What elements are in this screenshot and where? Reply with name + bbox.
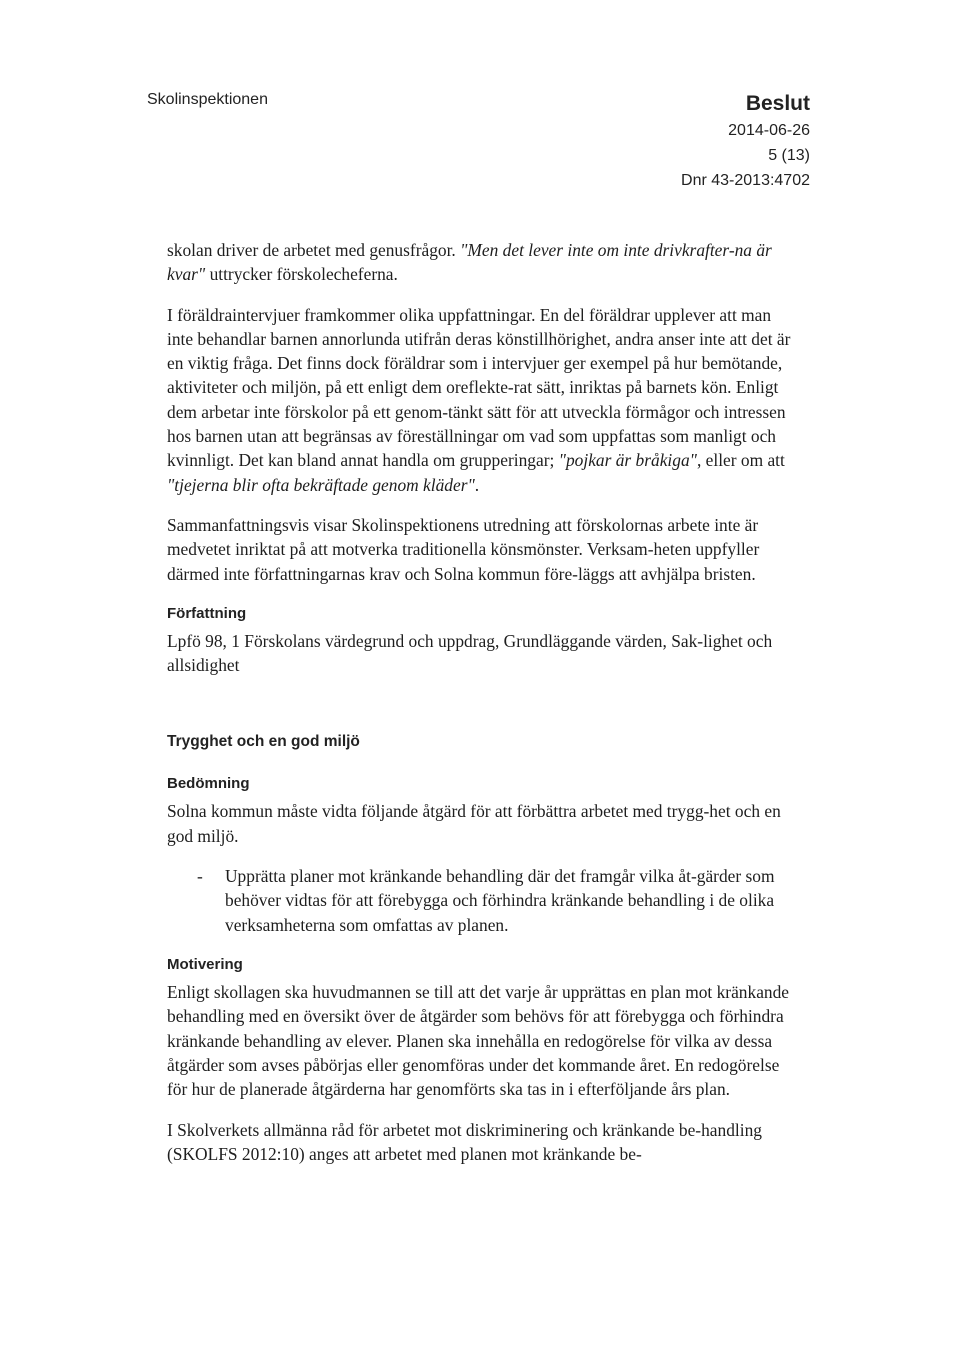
quote: "tjejerna blir ofta bekräftade genom kläder" xyxy=(167,474,475,495)
quote: "pojkar är bråkiga" xyxy=(558,450,697,471)
quote: "Men det lever inte om inte drivkrafter-na är kvar" xyxy=(167,240,772,285)
document-date: 2014-06-26 xyxy=(728,122,810,139)
heading-motivering: Motivering xyxy=(167,955,243,973)
motivering-paragraph-2: I Skolverkets allmänna råd för arbetet mot diskriminering och kränkande be-handling (SKOLFS 2012:10) anges att arbetet med planen mot kränkande be- xyxy=(167,1119,762,1164)
list-dash: - xyxy=(197,865,203,886)
heading-forfattning: Författning xyxy=(167,604,247,622)
document-type: Beslut xyxy=(745,92,810,115)
action-text: Upprätta planer mot kränkande behandling där det framgår vilka åt-gärder som behöver vidtas för att förebygga och förhindra kränkande behandling i de olika verksamheterna som omfattas av planen. xyxy=(225,865,775,935)
paragraph-genus: skolan driver de arbetet med genusfrågor. "Men det lever inte om inte drivkrafter-na är kvar" uttrycker förskolecheferna. xyxy=(167,240,772,285)
bedomning-text: Solna kommun måste vidta följande åtgärd för att förbättra arbetet med trygg-het och en god miljö. xyxy=(167,801,781,846)
paragraph-parent-interviews: I föräldraintervjuer framkommer olika uppfattningar. En del föräldrar upplever att man inte behandlar barnen annorlunda utifrån deras könstillhörighet, andra anser inte att det är en viktig fråga. Det finns dock föräldrar som i intervjuer ger exempel på hur bemötande, aktiviteter och miljön, på ett enligt dem oreflekte-rat sätt, inriktas på barnets kön. Enligt dem arbetar inte förskolor på ett genom-tänkt sätt för att utveckla förmågor och intressen hos barnen utan att begränsas av föreställningar om vad som uppfattas som manligt och kvinnligt. Det kan bland annat handla om grupperingar; "pojkar är bråkiga", eller om att "tjejerna blir ofta bekräftade genom kläder". xyxy=(167,304,791,495)
forfattning-text: Lpfö 98, 1 Förskolans värdegrund och uppdrag, Grundläggande värden, Sak-lighet och allsidighet xyxy=(167,631,773,676)
heading-bedomning: Bedömning xyxy=(167,775,250,793)
action-list-item xyxy=(167,864,792,937)
motivering-paragraph-1: Enligt skollagen ska huvudmannen se till att det varje år upprättas en plan mot kränkande behandling med en översikt över de åtgärder som behövs för att förebygga och förhindra kränkande behandling av elever. Planen ska innehålla en redogörelse för vilka av dessa åtgärder som avses påbörjas eller genomföras under det kommande året. En redogörelse för hur de planerade åtgärderna har genomförts ska tas in i efterföljande års plan. xyxy=(167,982,790,1100)
organization-name: Skolinspektionen xyxy=(147,91,268,108)
document-meta xyxy=(681,90,810,193)
section-title: Trygghet och en god miljö xyxy=(167,732,360,750)
page-number: 5 (13) xyxy=(768,147,810,164)
paragraph-summary: Sammanfattningsvis visar Skolinspektionens utredning att förskolornas arbete inte är medvetet inriktat på att motverka traditionella könsmönster. Verksam-heten uppfyller därmed inte författningarnas krav och Solna kommun före-läggs att avhjälpa bristen. xyxy=(167,514,760,584)
document-body xyxy=(167,238,792,1166)
case-number: Dnr 43-2013:4702 xyxy=(681,172,810,189)
